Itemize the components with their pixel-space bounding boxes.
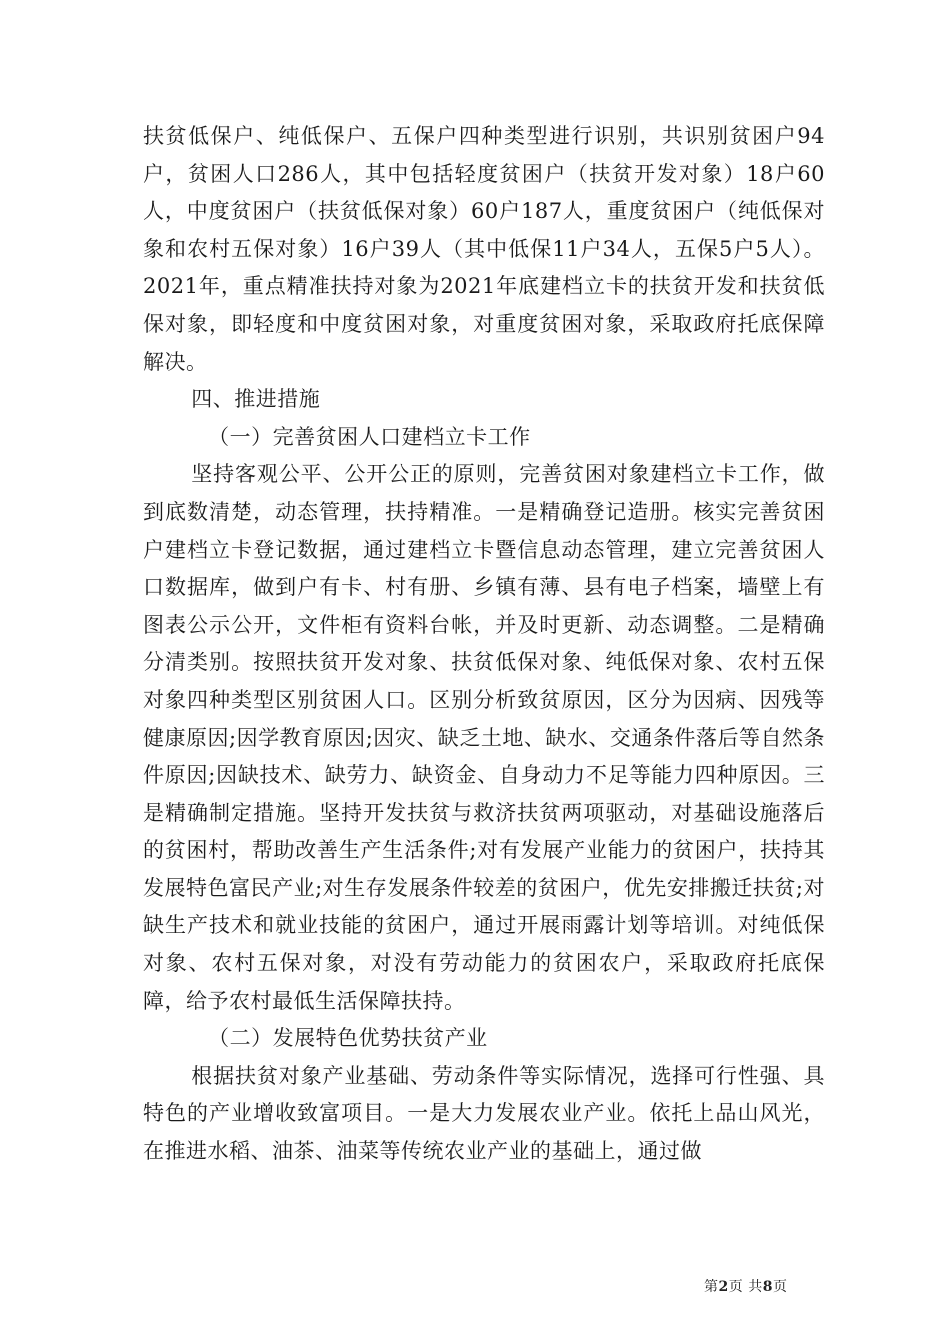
page-number-footer xyxy=(704,1276,787,1296)
footer-middle: 页 共 xyxy=(728,1279,763,1295)
section-heading-measures: 四、推进措施 xyxy=(191,387,321,412)
subsection-heading-industry: （二）发展特色优势扶贫产业 xyxy=(208,1026,488,1051)
footer-prefix: 第 xyxy=(704,1279,719,1295)
document-body xyxy=(143,118,825,1171)
paragraph-registration-work: 坚持客观公平、公开公正的原则，完善贫困对象建档立卡工作，做到底数清楚，动态管理，扶持精准。一是精确登记造册。核实完善贫困户建档立卡登记数据，通过建档立卡暨信息动态管理，建立完善贫困人口数据库，做到户有卡、村有册、乡镇有薄、县有电子档案，墙壁上有图表公示公开，文件柜有资料台帐，并及时更新、动态调整。二是精确分清类别。按照扶贫开发对象、扶贫低保对象、纯低保对象、农村五保对象四种类型区别贫困人口。区别分析致贫原因，区分为因病、因残等健康原因;因学教育原因;因灾、缺乏土地、缺水、交通条件落后等自然条件原因;因缺技术、缺劳力、缺资金、自身动力不足等能力四种原因。三是精确制定措施。坚持开发扶贫与救济扶贫两项驱动，对基础设施落后的贫困村，帮助改善生产生活条件;对有发展产业能力的贫困户，扶持其发展特色富民产业;对生存发展条件较差的贫困户，优先安排搬迁扶贫;对缺生产技术和就业技能的贫困户，通过开展雨露计划等培训。对纯低保对象、农村五保对象，对没有劳动能力的贫困农户，采取政府托底保障，给予农村最低生活保障扶持。 xyxy=(143,462,825,1013)
current-page-number: 2 xyxy=(718,1279,729,1295)
total-pages-number: 8 xyxy=(762,1279,773,1295)
subsection-heading-registration: （一）完善贫困人口建档立卡工作 xyxy=(208,424,531,449)
footer-suffix: 页 xyxy=(772,1279,788,1295)
paragraph-industry-development: 根据扶贫对象产业基础、劳动条件等实际情况，选择可行性强、具特色的产业增收致富项目。一是大力发展农业产业。依托上品山风光，在推进水稻、油茶、油菜等传统农业产业的基础上，通过做 xyxy=(143,1063,825,1164)
paragraph-poverty-identification: 扶贫低保户、纯低保户、五保户四种类型进行识别，共识别贫困户94户，贫困人口286人，其中包括轻度贫困户（扶贫开发对象）18户60人，中度贫困户（扶贫低保对象）60户187人，重度贫困户（纯低保对象和农村五保对象）16户39人（其中低保11户34人，五保5户5人）。2021年，重点精准扶持对象为2021年底建档立卡的扶贫开发和扶贫低保对象，即轻度和中度贫困对象，对重度贫困对象，采取政府托底保障解决。 xyxy=(143,124,825,374)
